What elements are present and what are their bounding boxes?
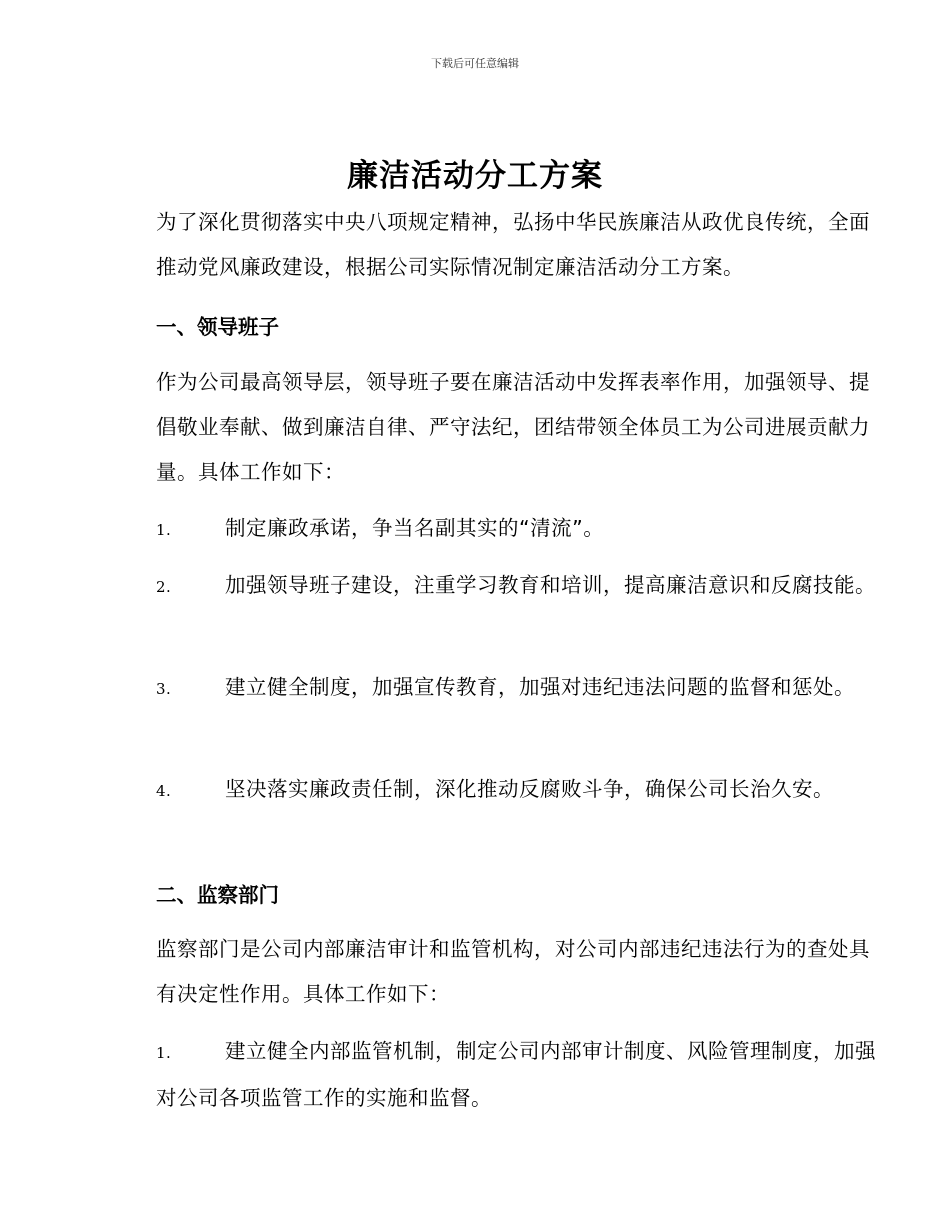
list-item-text: 坚决落实廉政责任制，深化推动反腐败斗争，确保公司长治久安。 [225,777,834,801]
list-item-text: 建立健全制度，加强宣传教育，加强对违纪违法问题的监督和惩处。 [225,675,855,699]
document-title: 廉洁活动分工方案 [347,158,603,194]
list-item [112,1029,881,1121]
page-header-note: 下载后可任意编辑 [431,57,519,70]
list-item-text: 加强领导班子建设，注重学习教育和培训，提高廉洁意识和反腐技能。 [225,573,876,597]
list-item-number: 2. [156,578,172,596]
section2-heading: 二、监察部门 [156,883,279,907]
list-item-number: 1. [156,521,172,539]
list-item [112,767,881,814]
list-item [112,665,881,712]
list-item-text: 制定廉政承诺，争当名副其实的“清流”。 [225,516,605,540]
list-item [112,506,881,553]
intro-paragraph: 为了深化贯彻落实中央八项规定精神，弘扬中华民族廉洁从政优良传统，全面推动党风廉政建设，根据公司实际情况制定廉洁活动分工方案。 [156,210,870,279]
list-item-number: 3. [156,680,172,698]
list-item-number: 4. [156,782,172,800]
section2-paragraph: 监察部门是公司内部廉洁审计和监管机构，对公司内部违纪违法行为的查处具有决定性作用。具体工作如下： [156,937,870,1006]
section1-paragraph: 作为公司最高领导层，领导班子要在廉洁活动中发挥表率作用，加强领导、提倡敬业奉献、做到廉洁自律、严守法纪，团结带领全体员工为公司进展贡献力量。具体工作如下： [156,370,870,484]
list-item-text: 建立健全内部监管机制，制定公司内部审计制度、风险管理制度，加强对公司各项监管工作的实施和监督。 [156,1039,876,1110]
list-item-number: 1. [156,1044,172,1062]
list-item [112,563,881,610]
section1-heading: 一、领导班子 [156,315,279,339]
